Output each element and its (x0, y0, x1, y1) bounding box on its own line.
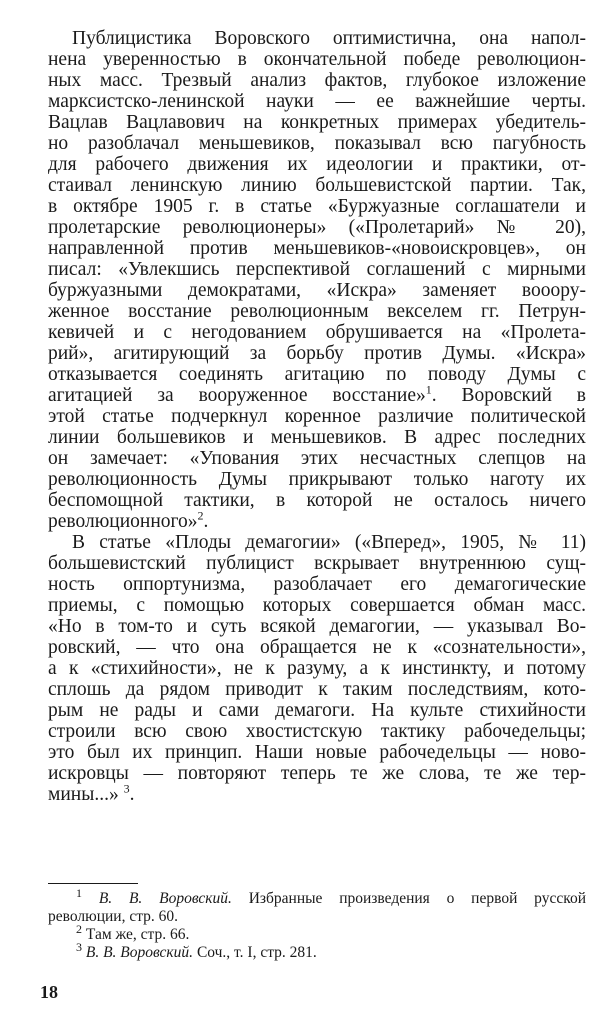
footnote-number: 1 (76, 885, 82, 900)
footnote-text: Избранные произведения о первой русской (248, 890, 587, 907)
text-segment: агитацией за вооруженное восстание» (48, 385, 426, 406)
footnote-number: 3 (76, 939, 82, 954)
footnote-text: Соч., т. I, стр. 281. (196, 944, 317, 961)
text-line: писал: «Увлекшись перспективой соглашений с мирными (48, 259, 586, 280)
text-line: революционность Думы прикрывают только наготу их (48, 469, 586, 490)
footnote-author: В. В. Воровский. (85, 944, 194, 961)
text-line: строили всю свою хвостистскую тактику рабочедельцы; (48, 721, 586, 742)
text-line: рым не рады и сами демагоги. На культе стихийности (48, 700, 586, 721)
text-line: сплошь да рядом приводит к таким последствиям, кото- (48, 679, 586, 700)
text-line: направленной против меньшевиков-«новоискровцев», он (48, 238, 586, 259)
text-line: буржуазными демократами, «Искра» заменяет вооору- (48, 280, 586, 301)
footnote-number: 2 (76, 921, 82, 936)
text-line: кевичей и с негодованием обрушивается на «Пролета- (48, 322, 586, 343)
text-segment: революционного» (48, 511, 198, 532)
text-line: пролетарские революционеры» («Пролетарий» № 20), (48, 217, 586, 238)
footnote-ref-3[interactable]: 3 (123, 781, 130, 796)
page-number: 18 (40, 982, 58, 1002)
text-line: этой статье подчеркнул коренное различие политической (48, 406, 586, 427)
text-line: марксистско-ленинской науки — ее важнейшие черты. (48, 91, 586, 112)
footnote-3 (76, 939, 586, 962)
text-line: В статье «Плоды демагогии» («Вперед», 1905, № 11) (72, 532, 586, 553)
text-line: приемы, с помощью которых совершается обман масс. (48, 595, 586, 616)
text-line: в октябре 1905 г. в статье «Буржуазные соглашатели и (48, 196, 586, 217)
text-line: рий», агитирующий за борьбу против Думы. «Искра» (48, 343, 586, 364)
text-line: он замечает: «Упования этих несчастных слепцов на (48, 448, 586, 469)
text-line: стаивал ленинскую линию большевистской партии. Так, (48, 175, 586, 196)
text-line: ных масс. Трезвый анализ фактов, глубокое изложение (48, 70, 586, 91)
footnote-1-cont: революции, стр. 60. (48, 908, 179, 925)
text-line: женное восстание революционным векселем гг. Петрун- (48, 301, 586, 322)
text-line: ность оппортунизма, разоблачает его демагогические (48, 574, 586, 595)
text-segment: . Воровский в (431, 385, 586, 406)
text-line: беспомощной тактики, в которой не осталось ничего (48, 490, 586, 511)
text-line: искровцы — повторяют теперь те же слова, те же тер- (48, 763, 586, 784)
text-line: ровский, — что она обращается не к «сознательности», (48, 637, 586, 658)
footnote-1 (76, 885, 587, 908)
text-line: Публицистика Воровского оптимистична, она напол- (72, 28, 586, 49)
footnote-ref-1[interactable]: 1 (425, 382, 432, 397)
text-line: революционного»$^2$. (48, 508, 209, 532)
footnote-text: Там же, стр. 66. (85, 926, 190, 943)
footnote-rule (48, 883, 138, 884)
text-line: это был их принцип. Наши новые рабочедельцы — ново- (48, 742, 586, 763)
text-line: но разоблачал меньшевиков, показывал всю пагубность (48, 133, 586, 154)
text-line: нена уверенностью в окончательной победе революцион- (48, 49, 586, 70)
footnote-ref-2[interactable]: 2 (197, 508, 204, 523)
text-line: мины...» $^3$. (48, 781, 135, 805)
text-line (48, 382, 586, 406)
text-line: Вацлав Вацлавович на конкретных примерах убедитель- (48, 112, 586, 133)
text-line: а к «стихийности», не к разуму, а к инстинкту, и потому (48, 658, 586, 679)
text-line: «Но в том-то и суть всякой демагогии, — указывал Во- (48, 616, 586, 637)
text-line: линии большевиков и меньшевиков. В адрес последних (48, 427, 586, 448)
text-line: отказывается соединять агитацию по поводу Думы с (48, 364, 586, 385)
text-line: для рабочего движения их идеологии и практики, от- (48, 154, 586, 175)
footnote-2 (76, 921, 586, 944)
text-segment: мины...» (48, 784, 119, 805)
text-line: большевистский публицист вскрывает внутреннюю сущ- (48, 553, 586, 574)
footnote-author: В. В. Воровский. (98, 890, 232, 907)
